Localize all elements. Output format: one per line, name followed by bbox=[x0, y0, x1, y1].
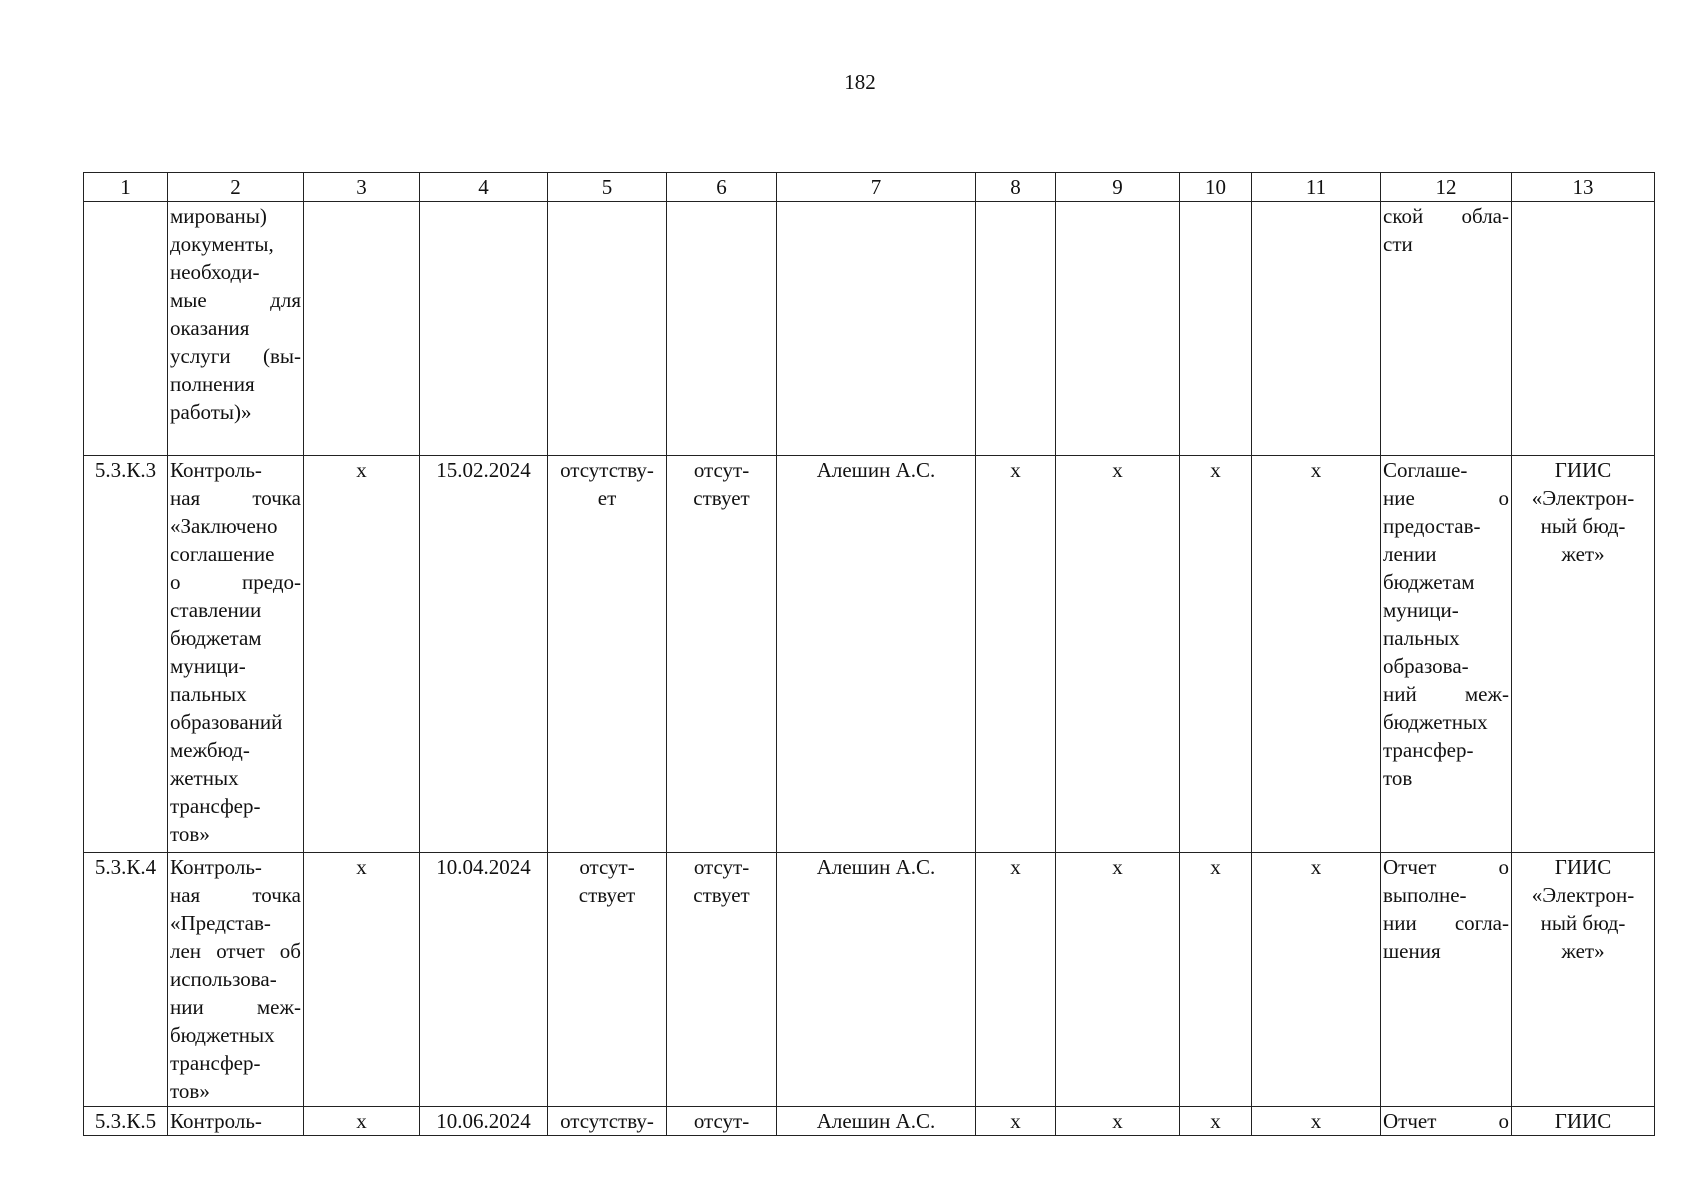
cell-line: Контроль- bbox=[170, 855, 262, 879]
cell-line: отсут- bbox=[579, 855, 635, 879]
cell-line: соглашение bbox=[170, 542, 275, 566]
cell-line: ет bbox=[597, 486, 617, 510]
cell-line: лен отчет об bbox=[170, 939, 301, 963]
cell-line: муници- bbox=[1383, 598, 1459, 622]
cell-item-number: 5.3.К.4 bbox=[84, 853, 168, 1107]
cell-description bbox=[168, 853, 304, 1107]
cell-col6 bbox=[667, 853, 777, 1107]
cell-col3: х bbox=[304, 853, 420, 1107]
cell-col11: х bbox=[1252, 456, 1381, 853]
table-row bbox=[84, 456, 1655, 853]
cell-line: жетных bbox=[170, 766, 239, 790]
cell-line: работы)» bbox=[170, 400, 252, 424]
cell-line: ГИИС bbox=[1554, 458, 1612, 482]
cell-line: выполне- bbox=[1383, 883, 1467, 907]
cell-line: ние о bbox=[1383, 486, 1509, 510]
cell-col3: х bbox=[304, 1107, 420, 1136]
cell-date: 15.02.2024 bbox=[420, 456, 548, 853]
column-header: 11 bbox=[1252, 173, 1381, 202]
cell-col8 bbox=[976, 202, 1056, 456]
cell-line: межбюд- bbox=[170, 738, 250, 762]
cell-document-type bbox=[1381, 202, 1512, 456]
cell-line: Контроль- bbox=[170, 458, 262, 482]
cell-line: отсут- bbox=[693, 458, 750, 482]
column-header: 9 bbox=[1056, 173, 1180, 202]
cell-line: «Представ- bbox=[170, 911, 271, 935]
cell-line: ставлении bbox=[170, 598, 262, 622]
cell-line: тов» bbox=[170, 822, 210, 846]
cell-description bbox=[168, 456, 304, 853]
cell-col5 bbox=[548, 853, 667, 1107]
cell-line: пальных bbox=[170, 682, 247, 706]
cell-line: образований bbox=[170, 710, 283, 734]
cell-responsible: Алешин А.С. bbox=[777, 1107, 976, 1136]
cell-line: использова- bbox=[170, 967, 277, 991]
cell-line: шения bbox=[1383, 939, 1441, 963]
cell-line: Контроль- bbox=[170, 1109, 262, 1133]
cell-line: ная точка bbox=[170, 883, 301, 907]
cell-col10: х bbox=[1180, 853, 1252, 1107]
cell-document-type bbox=[1381, 456, 1512, 853]
column-header: 4 bbox=[420, 173, 548, 202]
cell-line: оказания bbox=[170, 316, 250, 340]
cell-col6 bbox=[667, 202, 777, 456]
cell-document-type bbox=[1381, 1107, 1512, 1136]
cell-line: «Электрон- bbox=[1531, 486, 1635, 510]
page-number: 182 bbox=[844, 70, 876, 94]
column-header: 10 bbox=[1180, 173, 1252, 202]
column-header: 2 bbox=[168, 173, 304, 202]
cell-line: необходи- bbox=[170, 260, 260, 284]
cell-col5 bbox=[548, 202, 667, 456]
table-row bbox=[84, 853, 1655, 1107]
column-header: 8 bbox=[976, 173, 1056, 202]
column-header: 3 bbox=[304, 173, 420, 202]
cell-item-number: 5.3.К.3 bbox=[84, 456, 168, 853]
table-body bbox=[84, 202, 1655, 1136]
cell-col11: х bbox=[1252, 853, 1381, 1107]
column-header: 12 bbox=[1381, 173, 1512, 202]
cell-col10: х bbox=[1180, 1107, 1252, 1136]
cell-line: ГИИС bbox=[1554, 1109, 1612, 1133]
column-header: 7 bbox=[777, 173, 976, 202]
cell-line: Соглаше- bbox=[1383, 458, 1468, 482]
column-header: 6 bbox=[667, 173, 777, 202]
cell-responsible: Алешин А.С. bbox=[777, 456, 976, 853]
cell-line: нии согла- bbox=[1383, 911, 1509, 935]
cell-line: ный бюд- bbox=[1540, 911, 1626, 935]
cell-line: бюджетам bbox=[170, 626, 262, 650]
cell-col8: х bbox=[976, 456, 1056, 853]
cell-item-number bbox=[84, 202, 168, 456]
cell-col10: х bbox=[1180, 456, 1252, 853]
cell-col9 bbox=[1056, 202, 1180, 456]
cell-col3: х bbox=[304, 456, 420, 853]
cell-line: отсутству- bbox=[560, 458, 654, 482]
table-row bbox=[84, 202, 1655, 456]
cell-information-system bbox=[1512, 456, 1655, 853]
cell-line: отсут- bbox=[693, 855, 750, 879]
cell-col6 bbox=[667, 456, 777, 853]
cell-line: жет» bbox=[1561, 939, 1605, 963]
cell-line: отсутству- bbox=[560, 1109, 654, 1133]
cell-col11 bbox=[1252, 202, 1381, 456]
cell-col10 bbox=[1180, 202, 1252, 456]
cell-line: Отчет о bbox=[1383, 855, 1509, 879]
cell-line: предостав- bbox=[1383, 514, 1481, 538]
cell-line: «Электрон- bbox=[1531, 883, 1635, 907]
cell-line: ствует bbox=[693, 486, 750, 510]
cell-line: тов bbox=[1383, 766, 1413, 790]
cell-item-number: 5.3.К.5 bbox=[84, 1107, 168, 1136]
cell-responsible: Алешин А.С. bbox=[777, 853, 976, 1107]
cell-description bbox=[168, 1107, 304, 1136]
cell-line: трансфер- bbox=[170, 794, 261, 818]
cell-line: полнения bbox=[170, 372, 255, 396]
cell-line: услуги (вы- bbox=[170, 344, 301, 368]
cell-line: муници- bbox=[170, 654, 246, 678]
cell-col5 bbox=[548, 1107, 667, 1136]
table-header-row bbox=[84, 173, 1655, 202]
cell-line: мированы) bbox=[170, 204, 267, 228]
cell-line: бюджетам bbox=[1383, 570, 1475, 594]
cell-line: жет» bbox=[1561, 542, 1605, 566]
cell-line: документы, bbox=[170, 232, 274, 256]
cell-line: о предо- bbox=[170, 570, 301, 594]
cell-line: образова- bbox=[1383, 654, 1469, 678]
cell-col11: х bbox=[1252, 1107, 1381, 1136]
cell-line: бюджетных bbox=[170, 1023, 275, 1047]
cell-line: отсут- bbox=[693, 1109, 750, 1133]
column-header: 5 bbox=[548, 173, 667, 202]
cell-line: бюджетных bbox=[1383, 710, 1488, 734]
cell-information-system bbox=[1512, 853, 1655, 1107]
cell-col9: х bbox=[1056, 853, 1180, 1107]
cell-line: ГИИС bbox=[1554, 855, 1612, 879]
cell-information-system bbox=[1512, 202, 1655, 456]
cell-col8: х bbox=[976, 853, 1056, 1107]
cell-line: сти bbox=[1383, 232, 1413, 256]
cell-line: трансфер- bbox=[170, 1051, 261, 1075]
cell-date: 10.04.2024 bbox=[420, 853, 548, 1107]
cell-line: ствует bbox=[578, 883, 636, 907]
cell-description bbox=[168, 202, 304, 456]
cell-col9: х bbox=[1056, 456, 1180, 853]
cell-line: «Заключено bbox=[170, 514, 278, 538]
cell-information-system bbox=[1512, 1107, 1655, 1136]
cell-line: Отчет о bbox=[1383, 1109, 1509, 1133]
column-header: 13 bbox=[1512, 173, 1655, 202]
cell-line: мые для bbox=[170, 288, 301, 312]
cell-line: лении bbox=[1383, 542, 1437, 566]
cell-line: тов» bbox=[170, 1079, 210, 1103]
cell-document-type bbox=[1381, 853, 1512, 1107]
cell-date: 10.06.2024 bbox=[420, 1107, 548, 1136]
cell-line: ний меж- bbox=[1383, 682, 1509, 706]
cell-col9: х bbox=[1056, 1107, 1180, 1136]
cell-col8: х bbox=[976, 1107, 1056, 1136]
cell-line: пальных bbox=[1383, 626, 1460, 650]
table-row bbox=[84, 1107, 1655, 1136]
cell-date bbox=[420, 202, 548, 456]
cell-responsible bbox=[777, 202, 976, 456]
cell-line: ный бюд- bbox=[1540, 514, 1626, 538]
column-header: 1 bbox=[84, 173, 168, 202]
document-table bbox=[83, 172, 1655, 1136]
cell-col6 bbox=[667, 1107, 777, 1136]
cell-line: нии меж- bbox=[170, 995, 301, 1019]
cell-line: трансфер- bbox=[1383, 738, 1474, 762]
cell-col3 bbox=[304, 202, 420, 456]
cell-line: ской обла- bbox=[1383, 204, 1509, 228]
cell-line: ствует bbox=[693, 883, 750, 907]
cell-line: ная точка bbox=[170, 486, 301, 510]
cell-col5 bbox=[548, 456, 667, 853]
